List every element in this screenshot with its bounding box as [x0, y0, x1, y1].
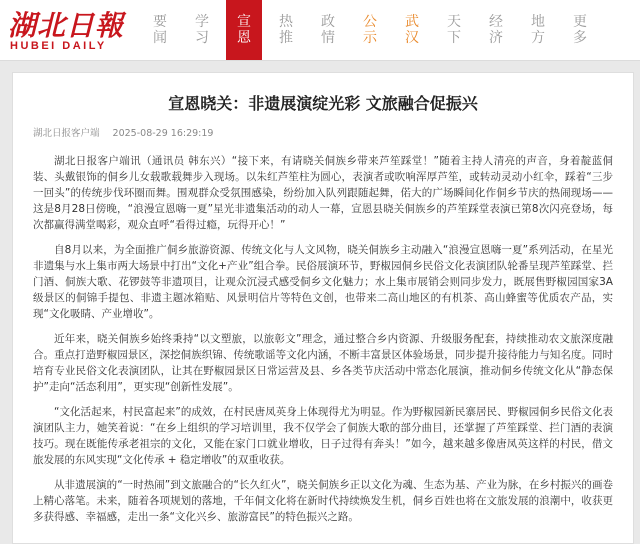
- article-body: [33, 153, 613, 534]
- nav-item[interactable]: 地 方: [531, 14, 545, 46]
- hubei-daily-logo[interactable]: [6, 4, 124, 56]
- logo-chinese-text: 湖北日報: [8, 9, 125, 42]
- article-paragraph: 湖北日报客户端讯（通讯员 韩东兴）“接下来，有请晓关侗族乡带来芦笙踩堂！”随着主持人清亮的声音，身着靛蓝侗装、头戴银饰的侗乡儿女载歌载舞步入现场。以朱红芦笙柱为圆心，表演者或吹响浑厚芦笙，或转动灵动小红伞，踩着“三步一回头”的传统步伐环圈而舞。围观群众受氛围感染，纷纷加入队列跟随起舞，偌大的广场瞬间化作侗乡节庆的热闹现场——这是8月28日傍晚，“浪漫宣恩嗨一夏”星光非遗集活动的动人一幕，宣恩县晓关侗族乡的芦笙踩堂表演已第8次闪亮登场，每次都赢得满堂喝彩，观众直呼“看得过瘾，玩得开心！”: [33, 155, 613, 231]
- article-title: 宣恩晓关：非遗展演绽光彩 文旅融合促振兴: [168, 94, 478, 113]
- article-paragraph: 自8月以来，为全面推广侗乡旅游资源、传统文化与人文风物，晓关侗族乡主动融入“浪漫宣恩嗨一夏”系列活动，在星光非遗集与水上集市两大场景中打出“文化+产业”组合拳。民俗展演环节，野椒园侗乡民俗文化表演团队轮番呈现芦笙踩堂、拦门酒、侗族大歌、花锣鼓等非遗项目，让观众沉浸式感受侗乡文化魅力；水上集市展销会则同步发力，既展售野椒园国家3A级景区的侗锦手提包、非遗主题冰箱贴、风景明信片等特色文创，也带来二高山地区的有机茶、高山蜂蜜等优质农产品，实现“文化吸睛、产业增收”。: [33, 244, 613, 320]
- nav-item[interactable]: 学 习: [195, 14, 209, 46]
- article-datetime: 2025-08-29 16:29:19: [112, 128, 214, 139]
- nav-item[interactable]: 武 汉: [405, 14, 419, 46]
- article-meta: [33, 125, 223, 139]
- nav-item[interactable]: 要 闻: [153, 14, 167, 46]
- nav-item[interactable]: 更 多: [573, 14, 587, 46]
- channel-nav: [142, 0, 604, 60]
- top-navigation-bar: [0, 0, 640, 61]
- nav-item[interactable]: 政 情: [321, 14, 335, 46]
- article-paragraph: “文化活起来，村民富起来”的成效，在村民唐凤英身上体现得尤为明显。作为野椒园新民寨居民、野椒园侗乡民俗文化表演团队主力，她笑着说：“在乡上组织的学习培训里，我不仅学会了侗族大歌的部分曲目，还掌握了芦笙踩堂、拦门酒的表演技巧。现在既能传承老祖宗的文化，又能在家门口就业增收，日子过得有奔头！”如今，越来越多像唐凤英这样的村民，借文旅发展的东风实现“文化传承 + 稳定增收”的双重收获。: [33, 406, 613, 466]
- article-container: [12, 72, 634, 544]
- nav-item[interactable]: 天 下: [447, 14, 461, 46]
- article-source: 湖北日报客户端: [33, 128, 100, 139]
- nav-item[interactable]: 热 推: [279, 14, 293, 46]
- article-paragraph: 近年来，晓关侗族乡始终秉持“以文塑旅，以旅彰文”理念，通过整合乡内资源、升级服务配套，持续推动农文旅深度融合。重点打造野椒园景区，深挖侗族织锦、传统歌谣等文化内涵，不断丰富景区体验场景，同步提升接待能力与知名度。同时培育专业民俗文化表演团队，让其在野椒园景区日常运营及县、乡各类节庆活动中常态化展演，推动侗乡传统文化从“静态保护”走向“活态利用”，更实现“创新性发展”。: [33, 333, 613, 393]
- nav-item[interactable]: 经 济: [489, 14, 503, 46]
- logo-english-text: HUBEI DAILY: [10, 40, 107, 52]
- nav-item[interactable]: 宣 恩: [226, 0, 262, 60]
- article-paragraph: 从非遗展演的“一时热闹”到文旅融合的“长久红火”，晓关侗族乡正以文化为魂、生态为基、产业为脉，在乡村振兴的画卷上精心落笔。未来，随着各项规划的落地，千年侗文化将在新时代持续焕发生机，侗乡百姓也将在文旅发展的浪潮中，收获更多获得感、幸福感，走出一条“文化兴乡、旅游富民”的特色振兴之路。: [33, 479, 613, 523]
- nav-item[interactable]: 公 示: [363, 14, 377, 46]
